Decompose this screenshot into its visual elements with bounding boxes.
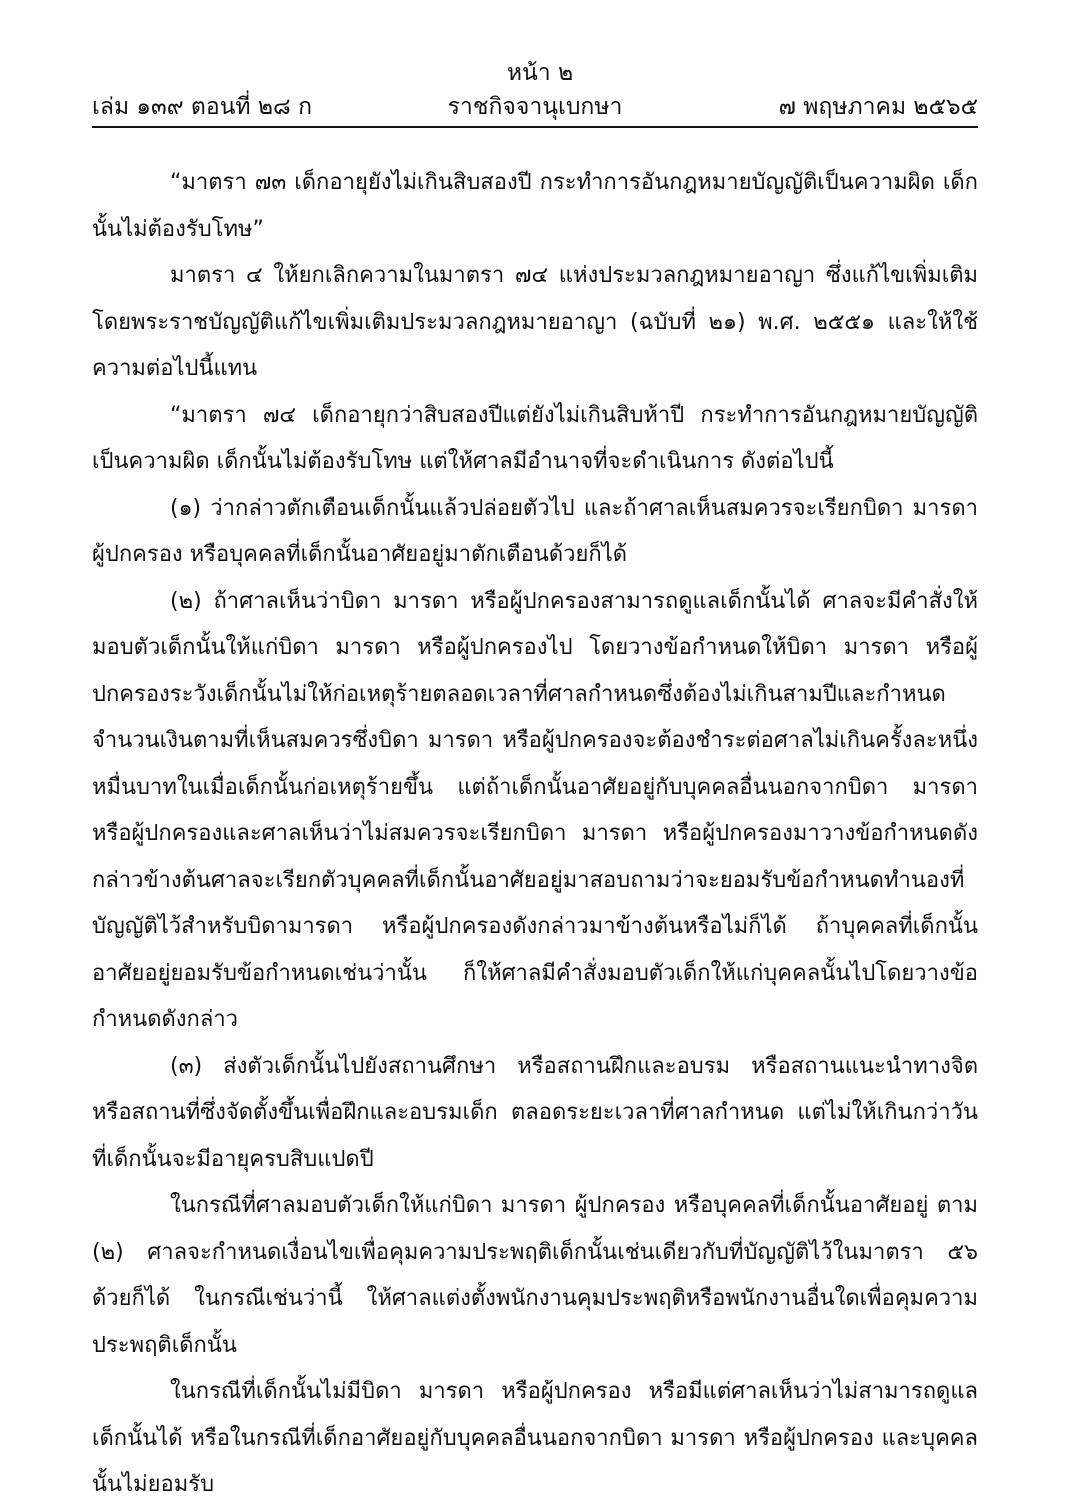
paragraph-section-4: มาตรา ๔ ให้ยกเลิกความในมาตรา ๗๔ แห่งประมวลกฎหมายอาญา ซึ่งแก้ไขเพิ่มเติมโดยพระราชบัญญัติแก้ไขเพิ่มเติมประมวลกฎหมายอาญา (ฉบับที่ ๒๑) พ.ศ. ๒๕๕๑ และให้ใช้ความต่อไปนี้แทน — [92, 263, 978, 381]
paragraph-no-guardian: ในกรณีที่เด็กนั้นไม่มีบิดา มารดา หรือผู้ปกครอง หรือมีแต่ศาลเห็นว่าไม่สามารถดูแลเด็กนั้นได้ หรือในกรณีที่เด็กอาศัยอยู่กับบุคคลอื่นนอกจากบิดา มารดา หรือผู้ปกครอง และบุคคลนั้นไม่ยอมรับ — [92, 1379, 978, 1497]
gazette-title: ราชกิจจานุเบกษา — [447, 94, 623, 120]
paragraph-item-2: (๒) ถ้าศาลเห็นว่าบิดา มารดา หรือผู้ปกครองสามารถดูแลเด็กนั้นได้ ศาลจะมีคำสั่งให้มอบตัวเด็กนั้นให้แก่บิดา มารดา หรือผู้ปกครองไป โดยวางข้อกำหนดให้บิดา มารดา หรือผู้ปกครองระวังเด็กนั้นไม่ให้ก่อเหตุร้ายตลอดเวลาที่ศาลกำหนดซึ่งต้องไม่เกินสามปีและกำหนดจำนวนเงินตามที่เห็นสมควรซึ่งบิดา มารดา หรือผู้ปกครองจะต้องชำระต่อศาลไม่เกินครั้งละหนึ่งหมื่นบาทในเมื่อเด็กนั้นก่อเหตุร้ายขึ้น แต่ถ้าเด็กนั้นอาศัยอยู่กับบุคคลอื่นนอกจากบิดา มารดา หรือผู้ปกครองและศาลเห็นว่าไม่สมควรจะเรียกบิดา มารดา หรือผู้ปกครองมาวางข้อกำหนดดังกล่าวข้างต้นศาลจะเรียกตัวบุคคลที่เด็กนั้นอาศัยอยู่มาสอบถามว่าจะยอมรับข้อกำหนดทำนองที่บัญญัติไว้สำหรับบิดามารดา หรือผู้ปกครองดังกล่าวมาข้างต้นหรือไม่ก็ได้ ถ้าบุคคลที่เด็กนั้นอาศัยอยู่ยอมรับข้อกำหนดเช่นว่านั้น ก็ให้ศาลมีคำสั่งมอบตัวเด็กให้แก่บุคคลนั้นไปโดยวางข้อกำหนดดังกล่าว — [92, 588, 978, 1032]
paragraph-item-3: (๓) ส่งตัวเด็กนั้นไปยังสถานศึกษา หรือสถานฝึกและอบรม หรือสถานแนะนำทางจิต หรือสถานที่ซึ่งจัดตั้งขึ้นเพื่อฝึกและอบรมเด็ก ตลอดระยะเวลาที่ศาลกำหนด แต่ไม่ให้เกินกว่าวันที่เด็กนั้นจะมีอายุครบสิบแปดปี — [92, 1053, 978, 1172]
paragraph-section-73: “มาตรา ๗๓ เด็กอายุยังไม่เกินสิบสองปี กระทำการอันกฎหมายบัญญัติเป็นความผิด เด็กนั้นไม่ต้องรับโทษ” — [92, 170, 978, 242]
paragraph-item-1: (๑) ว่ากล่าวตักเตือนเด็กนั้นแล้วปล่อยตัวไป และถ้าศาลเห็นสมควรจะเรียกบิดา มารดา ผู้ปกครอง หรือบุคคลที่เด็กนั้นอาศัยอยู่มาตักเตือนด้วยก็ได้ — [92, 495, 978, 567]
publication-date: ๗ พฤษภาคม ๒๕๖๕ — [778, 94, 978, 120]
document-body — [92, 160, 978, 1509]
volume-issue: เล่ม ๑๓๙ ตอนที่ ๒๘ ก — [92, 94, 312, 120]
paragraph-probation: ในกรณีที่ศาลมอบตัวเด็กให้แก่บิดา มารดา ผู้ปกครอง หรือบุคคลที่เด็กนั้นอาศัยอยู่ ตาม (๒) ศาลจะกำหนดเงื่อนไขเพื่อคุมความประพฤติเด็กนั้นเช่นเดียวกับที่บัญญัติไว้ในมาตรา ๕๖ ด้วยก็ได้ ในกรณีเช่นว่านี้ ให้ศาลแต่งตั้งพนักงานคุมประพฤติหรือพนักงานอื่นใดเพื่อคุมความประพฤติเด็กนั้น — [92, 1193, 978, 1358]
page-number: หน้า ๒ — [506, 60, 574, 86]
paragraph-section-74: “มาตรา ๗๔ เด็กอายุกว่าสิบสองปีแต่ยังไม่เกินสิบห้าปี กระทำการอันกฎหมายบัญญัติเป็นความผิด เด็กนั้นไม่ต้องรับโทษ แต่ให้ศาลมีอำนาจที่จะดำเนินการ ดังต่อไปนี้ — [92, 402, 978, 474]
gazette-header — [92, 92, 978, 124]
header-divider — [92, 126, 978, 128]
